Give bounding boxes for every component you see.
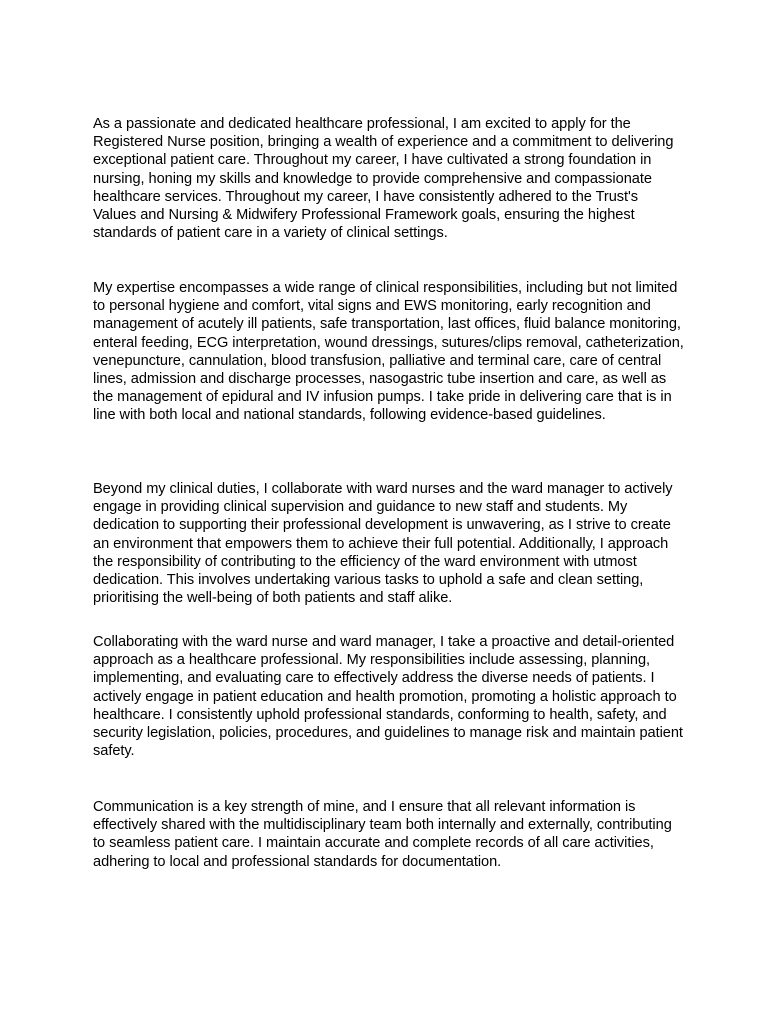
paragraph-introduction: As a passionate and dedicated healthcare professional, I am excited to apply for the Registered Nurse position, bringing a wealth of experience and a commitment to delivering exceptional patient care. Throughout my career, I have cultivated a strong foundation in nursing, honing my skills and knowledge to provide comprehensive and compassionate healthcare services. Throughout my career, I have consistently adhered to the Trust's Values and Nursing & Midwifery Professional Framework goals, ensuring the highest standards of patient care in a variety of clinical settings. [93, 116, 674, 242]
paragraph-supervision: Beyond my clinical duties, I collaborate with ward nurses and the ward manager to actively engage in providing clinical supervision and guidance to new staff and students. My dedication to supporting their professional development is unwavering, as I strive to create an environment that empowers them to achieve their full potential. Additionally, I approach the responsibility of contributing to the efficiency of the ward environment with utmost dedication. This involves undertaking various tasks to uphold a safe and clean setting, prioritising the well-being of both patients and staff alike. [93, 481, 673, 607]
paragraph-clinical-expertise: My expertise encompasses a wide range of clinical responsibilities, including but not limited to personal hygiene and comfort, vital signs and EWS monitoring, early recognition and management of acutely ill patients, safe transportation, last offices, fluid balance monitoring, enteral feeding, ECG interpretation, wound dressings, sutures/clips removal, catheterization, venepuncture, cannulation, blood transfusion, palliative and terminal care, care of central lines, admission and discharge processes, nasogastric tube insertion and care, as well as the management of epidural and IV infusion pumps. I take pride in delivering care that is in line with both local and national standards, following evidence-based guidelines. [93, 280, 684, 424]
paragraph-care-approach: Collaborating with the ward nurse and ward manager, I take a proactive and detail-oriented approach as a healthcare professional. My responsibilities include assessing, planning, implementing, and evaluating care to effectively address the diverse needs of patients. I actively engage in patient education and health promotion, promoting a holistic approach to healthcare. I consistently uphold professional standards, conforming to health, safety, and security legislation, policies, procedures, and guidelines to manage risk and maintain patient safety. [93, 634, 683, 760]
paragraph-communication: Communication is a key strength of mine, and I ensure that all relevant information is effectively shared with the multidisciplinary team both internally and externally, contributing to seamless patient care. I maintain accurate and complete records of all care activities, adhering to local and professional standards for documentation. [93, 799, 672, 870]
